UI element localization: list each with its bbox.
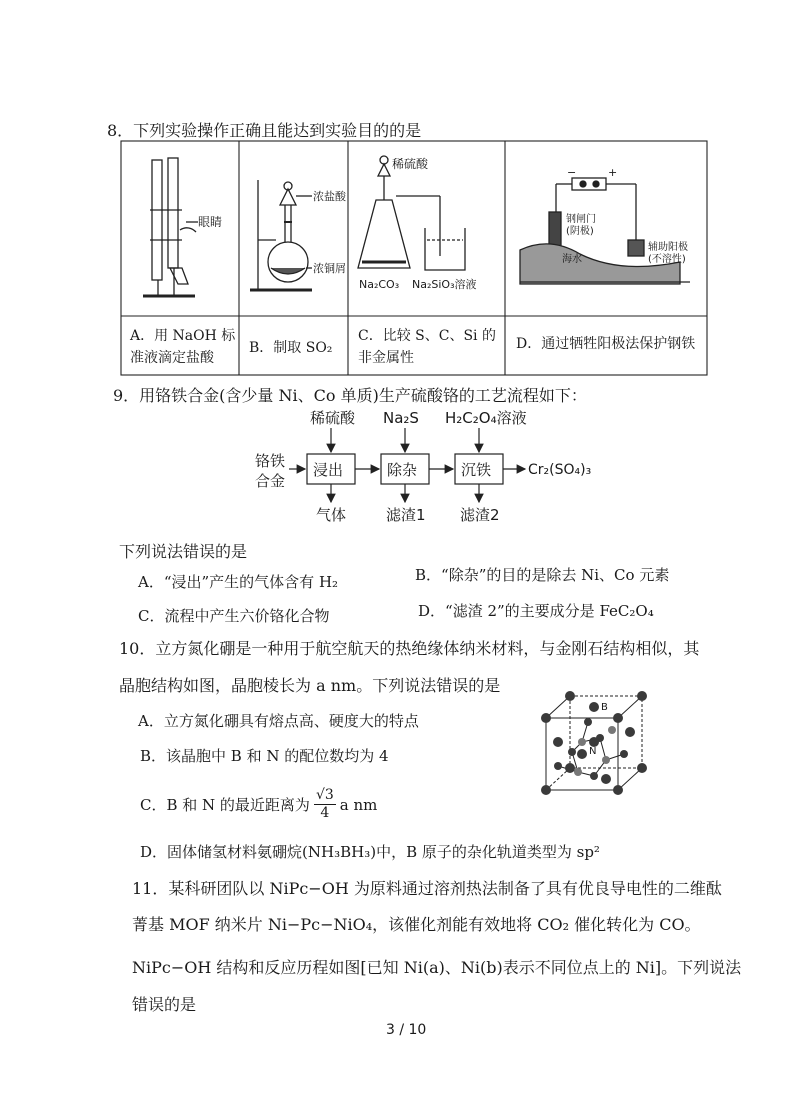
q10-stem-line1: 10．立方氮化硼是一种用于航空航天的热绝缘体纳米材料，与金刚石结构相似，其 [119, 639, 700, 658]
flow-feed-line2: 合金 [255, 472, 286, 490]
q8-option-c-line2: 非金属性 [358, 350, 414, 366]
q9-option-a: A．“浸出”产生的气体含有 H₂ [138, 573, 339, 591]
q10-option-d: D．固体储氢材料氨硼烷(NH₃BH₃)中，B 原子的杂化轨道类型为 sp² [140, 843, 600, 861]
fig-d-label-anode: 辅助阳极 [648, 242, 688, 253]
q8-option-c-line1: C．比较 S、C、Si 的 [358, 328, 496, 344]
q10-option-c [140, 787, 377, 822]
flow-out2: 滤渣1 [386, 506, 426, 524]
fig-c-label-left: Na₂CO₃ [359, 278, 400, 291]
flow-feed-line1: 铬铁 [255, 452, 286, 470]
fig-d-label-anode-sub: (不溶性) [648, 254, 686, 265]
q8-option-a-line2: 准液滴定盐酸 [130, 350, 214, 366]
fig-b-label-bottom: 浓铜屑 [313, 262, 346, 275]
fig-d-label-water: 海水 [562, 254, 582, 265]
flow-product: Cr₂(SO₄)₃ [528, 462, 592, 478]
q10-stem-line2: 晶胞结构如图，晶胞棱长为 a nm。下列说法错误的是 [119, 676, 501, 695]
fig-c-label-right: Na₂SiO₃溶液 [412, 278, 477, 291]
q8-option-b: B．制取 SO₂ [249, 340, 333, 356]
cell-label-b: B [601, 702, 608, 713]
q9-option-b: B．“除杂”的目的是除去 Ni、Co 元素 [415, 566, 670, 584]
fig-d-label-gate: 钢闸门 [566, 214, 596, 225]
q10-option-c-prefix: C．B 和 N 的最近距离为 [140, 795, 310, 814]
flow-in2: Na₂S [383, 409, 419, 427]
fig-d-sign-plus: + [608, 166, 618, 179]
boron-nitride-unit-cell-figure [528, 690, 662, 810]
q10-option-c-fraction [314, 787, 336, 822]
fig-b-label-top: 浓盐酸 [313, 190, 346, 203]
q11-line1: 11．某科研团队以 NiPc−OH 为原料通过溶剂热法制备了具有优良导电性的二维酞 [132, 879, 722, 898]
q11-line2: 菁基 MOF 纳米片 Ni−Pc−NiO₄，该催化剂能有效地将 CO₂ 催化转化为 CO。 [132, 915, 701, 934]
flow-out3: 滤渣2 [460, 506, 500, 524]
q9-stem: 9．用铬铁合金(含少量 Ni、Co 单质)生产硫酸铬的工艺流程如下： [113, 386, 587, 405]
q11-line4: 错误的是 [132, 995, 197, 1014]
fig-d-label-gate-sub: (阴极) [566, 226, 594, 237]
flow-box1-label: 浸出 [313, 461, 344, 479]
cell-label-n: N [589, 746, 597, 757]
fig-a-label: 眼睛 [198, 215, 223, 229]
page-number: 3 / 10 [386, 1022, 427, 1038]
flow-box3-label: 沉铁 [461, 461, 492, 479]
q10-option-a: A．立方氮化硼具有熔点高、硬度大的特点 [138, 712, 419, 730]
q11-line3: NiPc−OH 结构和反应历程如图[已知 Ni(a)、Ni(b)表示不同位点上的 Ni]。下列说法 [132, 958, 742, 977]
q9-option-d: D．“滤渣 2”的主要成分是 FeC₂O₄ [418, 602, 654, 620]
flow-out1: 气体 [316, 506, 347, 524]
flow-in1: 稀硫酸 [310, 409, 356, 427]
q9-lead: 下列说法错误的是 [119, 542, 248, 561]
flow-in3: H₂C₂O₄溶液 [445, 409, 527, 427]
flow-box2-label: 除杂 [387, 461, 418, 479]
q8-option-d: D．通过牺牲阳极法保护钢铁 [516, 336, 696, 352]
q10-option-c-denominator: 4 [320, 805, 330, 821]
q10-option-b: B．该晶胞中 B 和 N 的配位数均为 4 [140, 747, 389, 765]
q10-option-c-suffix: a nm [339, 795, 378, 814]
q10-option-c-numerator: √3 [315, 787, 334, 803]
fig-c-label-top: 稀硫酸 [392, 157, 429, 171]
q8-stem: 8．下列实验操作正确且能达到实验目的的是 [107, 121, 422, 140]
q8-option-a-line1: A．用 NaOH 标 [130, 328, 236, 344]
q9-option-c: C．流程中产生六价铬化合物 [138, 607, 330, 625]
fig-d-sign-minus: − [567, 166, 577, 179]
